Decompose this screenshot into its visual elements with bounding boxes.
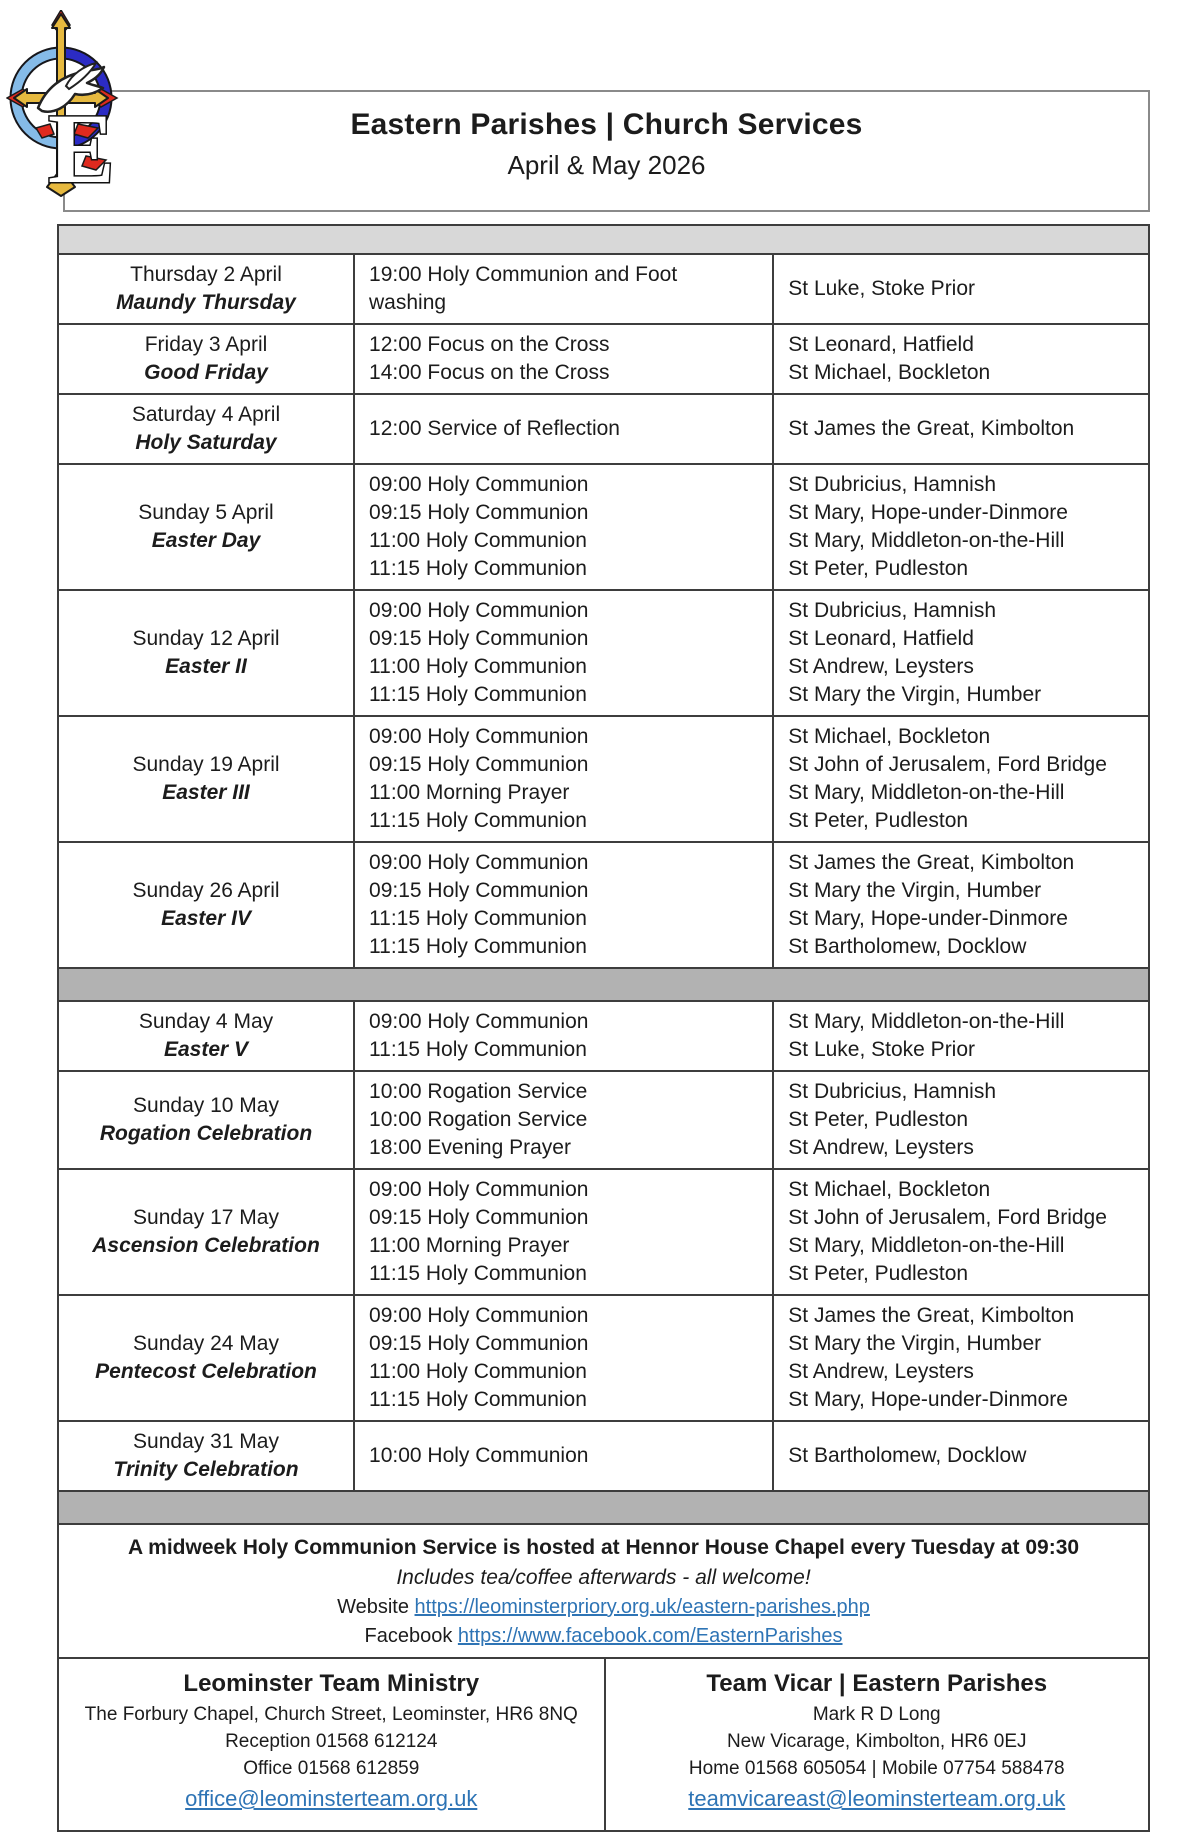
service-line: 10:00 Rogation Service	[369, 1080, 588, 1103]
page-subtitle: April & May 2026	[507, 150, 706, 180]
location-line: St John of Jerusalem, Ford Bridge	[788, 1206, 1107, 1229]
service-line: 09:00 Holy Communion	[369, 1178, 589, 1201]
locations-cell	[772, 395, 1148, 463]
location-line: St Mary, Middleton-on-the-Hill	[788, 1234, 1065, 1257]
service-line: 11:15 Holy Communion	[369, 935, 587, 958]
location-line: St Dubricius, Hamnish	[788, 473, 996, 496]
service-line: 11:00 Morning Prayer	[369, 781, 570, 804]
service-line: 12:00 Focus on the Cross	[369, 333, 610, 356]
header	[63, 90, 1150, 212]
april-rows	[59, 255, 1148, 969]
schedule-row	[59, 1072, 1148, 1170]
row-date: Sunday 12 April	[132, 627, 280, 650]
service-line: 09:15 Holy Communion	[369, 879, 589, 902]
service-line: 11:15 Holy Communion	[369, 907, 587, 930]
contact-right-name: Mark R D Long	[812, 1704, 941, 1725]
location-line: St Michael, Bockleton	[788, 361, 991, 384]
location-line: St Mary, Middleton-on-the-Hill	[788, 529, 1065, 552]
row-occasion: Maundy Thursday	[116, 291, 296, 314]
contact-left-title: Leominster Team Ministry	[183, 1670, 480, 1697]
location-line: St Peter, Pudleston	[788, 809, 969, 832]
row-occasion: Easter III	[162, 781, 250, 804]
date-cell	[59, 465, 353, 589]
location-line: St Andrew, Leysters	[788, 1136, 974, 1159]
location-line: St Mary, Middleton-on-the-Hill	[788, 781, 1065, 804]
contact-right-phones: Home 01568 605054 | Mobile 07754 588478	[688, 1758, 1065, 1779]
locations-cell	[772, 843, 1148, 967]
services-cell	[353, 717, 772, 841]
facebook-link[interactable]: https://www.facebook.com/EasternParishes	[457, 1625, 843, 1647]
contact-footer	[59, 1659, 1148, 1830]
date-cell	[59, 591, 353, 715]
service-line: 11:00 Holy Communion	[369, 1360, 587, 1383]
row-date: Sunday 31 May	[133, 1430, 279, 1453]
services-cell	[353, 1422, 772, 1490]
locations-cell	[772, 255, 1148, 323]
row-occasion: Good Friday	[144, 361, 268, 384]
contact-team-ministry	[59, 1659, 604, 1830]
office-email-link[interactable]: office@leominsterteam.org.uk	[185, 1786, 478, 1811]
locations-cell	[772, 1072, 1148, 1168]
row-occasion: Easter V	[163, 1038, 249, 1061]
services-cell	[353, 465, 772, 589]
service-line: 10:00 Rogation Service	[369, 1108, 588, 1131]
website-line	[69, 1593, 1138, 1622]
row-occasion: Easter Day	[151, 529, 261, 552]
service-line: 09:15 Holy Communion	[369, 753, 589, 776]
facebook-line	[69, 1622, 1138, 1651]
row-date: Saturday 4 April	[131, 403, 281, 426]
contact-left-address: The Forbury Chapel, Church Street, Leominster, HR6 8NQ	[84, 1704, 578, 1725]
location-line: St Dubricius, Hamnish	[788, 1080, 996, 1103]
service-line: 11:00 Holy Communion	[369, 655, 587, 678]
row-occasion: Holy Saturday	[135, 431, 277, 454]
row-date: Sunday 5 April	[138, 501, 274, 524]
services-cell	[353, 395, 772, 463]
row-occasion: Easter II	[165, 655, 247, 678]
service-line: 09:00 Holy Communion	[369, 851, 589, 874]
location-line: St Peter, Pudleston	[788, 557, 969, 580]
location-line: St James the Great, Kimbolton	[788, 1304, 1075, 1327]
service-line: 09:15 Holy Communion	[369, 501, 589, 524]
location-line: St Mary the Virgin, Humber	[788, 683, 1042, 706]
services-cell	[353, 255, 772, 323]
service-line: 19:00 Holy Communion and Foot washing	[369, 263, 678, 314]
location-line: St Leonard, Hatfield	[788, 627, 974, 650]
date-cell	[59, 1002, 353, 1070]
locations-cell	[772, 717, 1148, 841]
service-line: 09:00 Holy Communion	[369, 1304, 589, 1327]
date-cell	[59, 1170, 353, 1294]
service-line: 14:00 Focus on the Cross	[369, 361, 610, 384]
schedule-row	[59, 717, 1148, 843]
section-band-top	[59, 226, 1148, 255]
service-line: 11:00 Holy Communion	[369, 529, 587, 552]
location-line: St Michael, Bockleton	[788, 725, 991, 748]
location-line: St Mary the Virgin, Humber	[788, 1332, 1042, 1355]
services-cell	[353, 1296, 772, 1420]
service-line: 11:15 Holy Communion	[369, 683, 587, 706]
service-line: 09:00 Holy Communion	[369, 599, 589, 622]
vicar-email-link[interactable]: teamvicareast@leominsterteam.org.uk	[688, 1786, 1066, 1811]
service-line: 11:00 Morning Prayer	[369, 1234, 570, 1257]
location-line: St Mary, Hope-under-Dinmore	[788, 907, 1068, 930]
row-date: Sunday 17 May	[133, 1206, 279, 1229]
locations-cell	[772, 1170, 1148, 1294]
service-line: 10:00 Holy Communion	[369, 1444, 589, 1467]
services-table	[57, 224, 1150, 1832]
contact-left-office-phone: Office 01568 612859	[243, 1758, 420, 1779]
service-line: 11:15 Holy Communion	[369, 809, 587, 832]
notice-headline: A midweek Holy Communion Service is hosted at Hennor House Chapel every Tuesday at 09:30	[127, 1536, 1080, 1559]
location-line: St James the Great, Kimbolton	[788, 851, 1075, 874]
services-cell	[353, 1072, 772, 1168]
row-occasion: Trinity Celebration	[113, 1458, 299, 1481]
services-cell	[353, 1002, 772, 1070]
location-line: St Mary, Hope-under-Dinmore	[788, 1388, 1068, 1411]
row-occasion: Easter IV	[161, 907, 251, 930]
service-line: 09:00 Holy Communion	[369, 473, 589, 496]
notice-subline: Includes tea/coffee afterwards - all welcome!	[396, 1566, 811, 1589]
services-cell	[353, 591, 772, 715]
locations-cell	[772, 591, 1148, 715]
location-line: St Mary, Middleton-on-the-Hill	[788, 1010, 1065, 1033]
row-occasion: Ascension Celebration	[92, 1234, 320, 1257]
row-date: Friday 3 April	[144, 333, 268, 356]
schedule-row	[59, 843, 1148, 969]
contact-right-title: Team Vicar | Eastern Parishes	[706, 1670, 1048, 1697]
row-occasion: Rogation Celebration	[99, 1122, 313, 1145]
service-line: 11:15 Holy Communion	[369, 557, 587, 580]
service-line: 18:00 Evening Prayer	[369, 1136, 571, 1159]
locations-cell	[772, 1422, 1148, 1490]
location-line: St Mary, Hope-under-Dinmore	[788, 501, 1068, 524]
schedule-row	[59, 1296, 1148, 1422]
location-line: St John of Jerusalem, Ford Bridge	[788, 753, 1107, 776]
service-line: 12:00 Service of Reflection	[369, 417, 620, 440]
date-cell	[59, 717, 353, 841]
date-cell	[59, 255, 353, 323]
contact-left-reception-phone: Reception 01568 612124	[225, 1731, 438, 1752]
schedule-row	[59, 465, 1148, 591]
locations-cell	[772, 465, 1148, 589]
locations-cell	[772, 1296, 1148, 1420]
location-line: St Peter, Pudleston	[788, 1108, 969, 1131]
website-label: Website	[337, 1596, 415, 1618]
date-cell	[59, 1422, 353, 1490]
page-title: Eastern Parishes | Church Services	[350, 108, 863, 141]
row-date: Thursday 2 April	[130, 263, 282, 286]
date-cell	[59, 843, 353, 967]
service-line: 11:15 Holy Communion	[369, 1262, 587, 1285]
contact-right-address: New Vicarage, Kimbolton, HR6 0EJ	[726, 1731, 1027, 1752]
location-line: St Dubricius, Hamnish	[788, 599, 996, 622]
date-cell	[59, 325, 353, 393]
date-cell	[59, 1296, 353, 1420]
row-date: Sunday 19 April	[132, 753, 280, 776]
location-line: St Michael, Bockleton	[788, 1178, 991, 1201]
schedule-row	[59, 591, 1148, 717]
location-line: St Peter, Pudleston	[788, 1262, 969, 1285]
services-cell	[353, 843, 772, 967]
services-cell	[353, 1170, 772, 1294]
location-line: St Bartholomew, Docklow	[788, 935, 1027, 958]
midweek-notice	[59, 1525, 1148, 1659]
locations-cell	[772, 325, 1148, 393]
contact-team-vicar	[604, 1659, 1149, 1830]
row-date: Sunday 26 April	[132, 879, 280, 902]
schedule-row	[59, 1422, 1148, 1492]
service-line: 11:15 Holy Communion	[369, 1038, 587, 1061]
services-cell	[353, 325, 772, 393]
location-line: St Bartholomew, Docklow	[788, 1444, 1027, 1467]
service-line: 09:00 Holy Communion	[369, 1010, 589, 1033]
location-line: St James the Great, Kimbolton	[788, 417, 1075, 440]
schedule-row	[59, 255, 1148, 325]
service-line: 09:00 Holy Communion	[369, 725, 589, 748]
service-line: 09:15 Holy Communion	[369, 627, 589, 650]
schedule-row	[59, 325, 1148, 395]
location-line: St Andrew, Leysters	[788, 1360, 974, 1383]
location-line: St Luke, Stoke Prior	[788, 1038, 976, 1061]
location-line: St Luke, Stoke Prior	[788, 277, 976, 300]
location-line: St Andrew, Leysters	[788, 655, 974, 678]
eastern-parishes-logo	[6, 10, 128, 202]
date-cell	[59, 1072, 353, 1168]
service-line: 09:15 Holy Communion	[369, 1332, 589, 1355]
locations-cell	[772, 1002, 1148, 1070]
website-link[interactable]: https://leominsterpriory.org.uk/eastern-parishes.php	[414, 1596, 870, 1618]
service-line: 09:15 Holy Communion	[369, 1206, 589, 1229]
section-band-may	[59, 969, 1148, 1002]
service-line: 11:15 Holy Communion	[369, 1388, 587, 1411]
row-date: Sunday 10 May	[133, 1094, 279, 1117]
location-line: St Mary the Virgin, Humber	[788, 879, 1042, 902]
schedule-row	[59, 395, 1148, 465]
schedule-row	[59, 1170, 1148, 1296]
row-occasion: Pentecost Celebration	[95, 1360, 317, 1383]
section-band-bottom	[59, 1492, 1148, 1525]
location-line: St Leonard, Hatfield	[788, 333, 974, 356]
schedule-row	[59, 1002, 1148, 1072]
row-date: Sunday 4 May	[138, 1010, 274, 1033]
may-rows	[59, 1002, 1148, 1492]
facebook-label: Facebook	[364, 1625, 458, 1647]
logo-letter-e: E	[48, 93, 115, 202]
row-date: Sunday 24 May	[133, 1332, 279, 1355]
date-cell	[59, 395, 353, 463]
